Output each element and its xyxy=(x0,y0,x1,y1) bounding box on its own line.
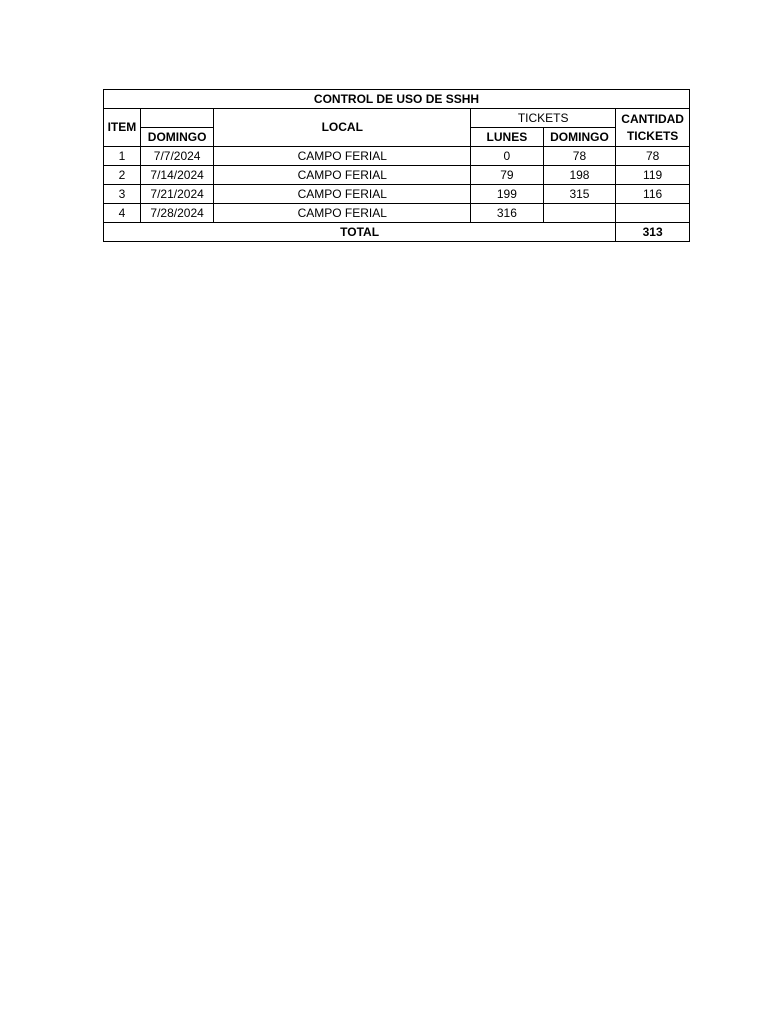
cell-local: CAMPO FERIAL xyxy=(214,147,471,166)
table-title: CONTROL DE USO DE SSHH xyxy=(104,90,690,109)
cell-item: 4 xyxy=(104,204,141,223)
cell-local: CAMPO FERIAL xyxy=(214,166,471,185)
header-item: ITEM xyxy=(104,109,141,147)
cell-domingo: 7/7/2024 xyxy=(140,147,214,166)
cell-cantidad: 78 xyxy=(616,147,690,166)
cell-local: CAMPO FERIAL xyxy=(214,185,471,204)
cell-item: 2 xyxy=(104,166,141,185)
cell-lunes: 316 xyxy=(471,204,544,223)
cell-cantidad: 116 xyxy=(616,185,690,204)
cell-local: CAMPO FERIAL xyxy=(214,204,471,223)
header-cantidad-line2: TICKETS xyxy=(626,128,679,143)
cell-lunes: 0 xyxy=(471,147,544,166)
cell-tickets-domingo: 78 xyxy=(543,147,616,166)
header-tickets: TICKETS xyxy=(471,109,616,128)
header-cantidad-line1: CANTIDAD xyxy=(621,111,684,126)
header-lunes: LUNES xyxy=(471,128,544,147)
cell-cantidad: 119 xyxy=(616,166,690,185)
cell-item: 3 xyxy=(104,185,141,204)
cell-domingo: 7/14/2024 xyxy=(140,166,214,185)
cell-lunes: 79 xyxy=(471,166,544,185)
header-local: LOCAL xyxy=(214,109,471,147)
header-domingo: DOMINGO xyxy=(140,128,214,147)
total-row xyxy=(104,223,690,242)
document-sheet xyxy=(103,89,690,242)
cell-domingo: 7/21/2024 xyxy=(140,185,214,204)
ticket-control-table xyxy=(103,89,690,242)
table-row xyxy=(104,185,690,204)
table-row xyxy=(104,166,690,185)
cell-item: 1 xyxy=(104,147,141,166)
cell-cantidad xyxy=(616,204,690,223)
total-value: 313 xyxy=(616,223,690,242)
header-row-1 xyxy=(104,109,690,128)
cell-tickets-domingo: 315 xyxy=(543,185,616,204)
title-row xyxy=(104,90,690,109)
table-row xyxy=(104,204,690,223)
total-label: TOTAL xyxy=(104,223,616,242)
header-date-blank xyxy=(140,109,214,128)
cell-tickets-domingo: 198 xyxy=(543,166,616,185)
header-tickets-domingo: DOMINGO xyxy=(543,128,616,147)
cell-tickets-domingo xyxy=(543,204,616,223)
cell-lunes: 199 xyxy=(471,185,544,204)
header-cantidad-tickets xyxy=(616,109,690,147)
cell-domingo: 7/28/2024 xyxy=(140,204,214,223)
table-row xyxy=(104,147,690,166)
